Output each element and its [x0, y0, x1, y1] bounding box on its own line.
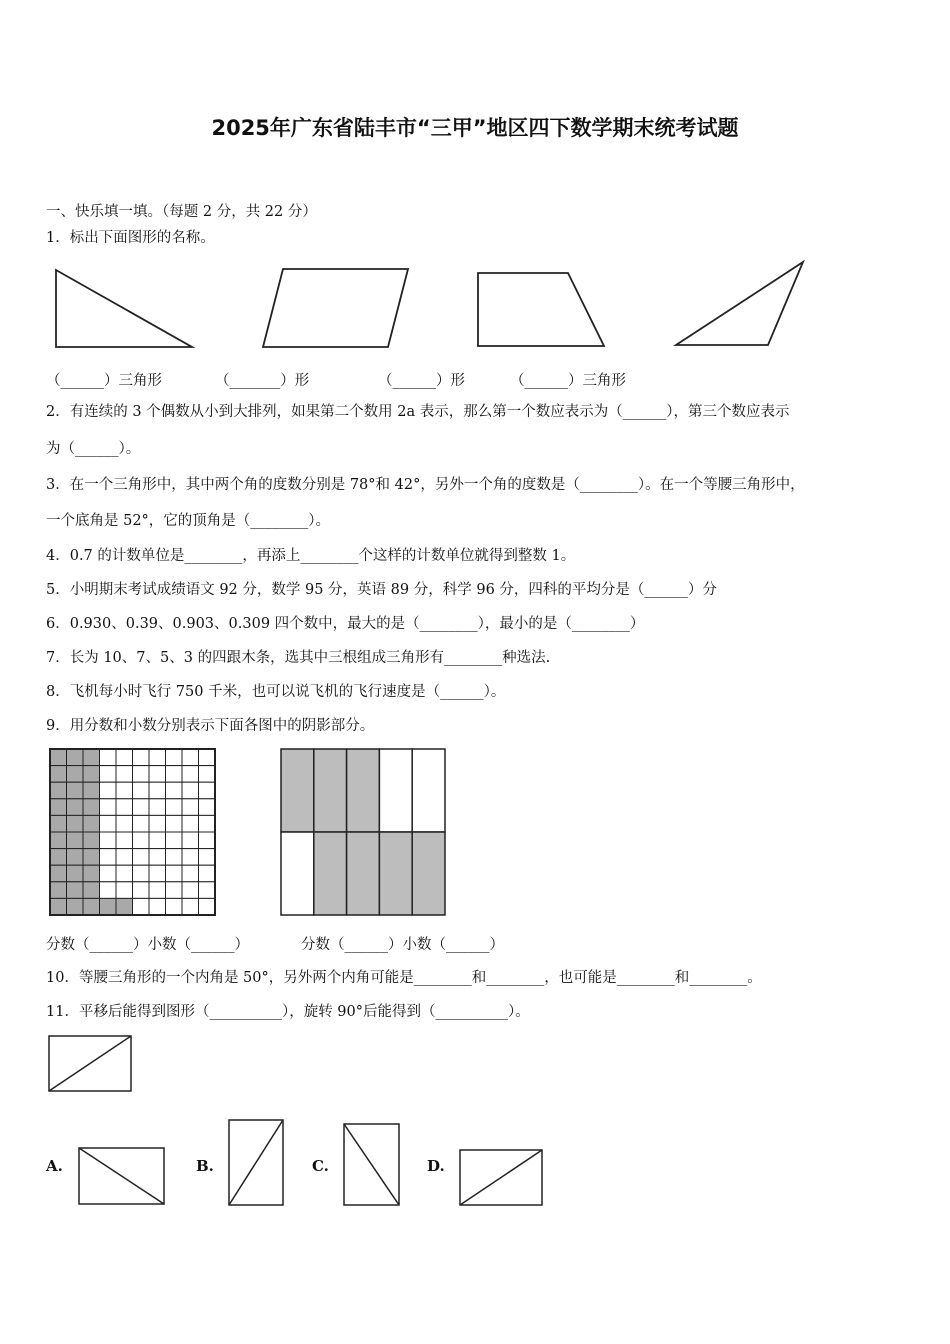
caption-shape-2: （_______）形 [215, 373, 310, 389]
option-a-figure [79, 1148, 164, 1204]
question-8: 8．飞机每小时飞行 750 千米，也可以说飞机的飞行速度是（______）。 [46, 684, 506, 700]
caption-shape-1: （______）三角形 [46, 373, 162, 389]
question-1: 1．标出下面图形的名称。 [46, 230, 215, 246]
question-3-line-2: 一个底角是 52°，它的顶角是（________）。 [46, 513, 331, 529]
option-d-figure [460, 1150, 542, 1205]
question-5: 5．小明期末考试成绩语文 92 分，数学 95 分，英语 89 分，科学 96 分，四科的平均分是（______）分 [46, 582, 717, 598]
question-4: 4．0.7 的计数单位是________，再添上________个这样的计数单位就得到整数 1。 [46, 548, 576, 564]
section-heading: 一、快乐填一填。（每题 2 分，共 22 分） [46, 204, 317, 220]
option-d-label: D. [427, 1157, 445, 1175]
question-2-line-2: 为（______）。 [46, 441, 141, 457]
question-7: 7．长为 10、7、5、3 的四跟木条，选其中三根组成三角形有________种选法. [46, 650, 551, 666]
question-6: 6．0.930、0.39、0.903、0.309 四个数中，最大的是（________），最小的是（________） [46, 616, 645, 632]
option-c-label: C. [312, 1157, 329, 1175]
original-figure [49, 1036, 131, 1091]
question-11: 11．平移后能得到图形（__________），旋转 90°后能得到（__________）。 [46, 1004, 530, 1020]
option-b-label: B. [196, 1157, 214, 1175]
q9-caption-left: 分数（______）小数（______） [46, 937, 249, 953]
question-3-line-1: 3．在一个三角形中，其中两个角的度数分别是 78°和 42°，另外一个角的度数是（________）。在一个等腰三角形中， [46, 477, 805, 493]
option-c-figure [344, 1124, 399, 1205]
question-10: 10．等腰三角形的一个内角是 50°，另外两个内角可能是________和________，也可能是________和________。 [46, 970, 762, 986]
question-2-line-1: 2．有连续的 3 个偶数从小到大排列，如果第二个数用 2a 表示，那么第一个数应表示为（______），第三个数应表示 [46, 404, 790, 420]
option-a-label: A. [46, 1157, 63, 1175]
caption-shape-3: （______）形 [378, 373, 465, 389]
question-9: 9．用分数和小数分别表示下面各图中的阴影部分。 [46, 718, 375, 734]
option-b-figure [229, 1120, 283, 1205]
q9-caption-right: 分数（______）小数（______） [301, 937, 504, 953]
caption-shape-4: （______）三角形 [510, 373, 626, 389]
page-title: 2025年广东省陆丰市“三甲”地区四下数学期末统考试题 [211, 116, 739, 140]
